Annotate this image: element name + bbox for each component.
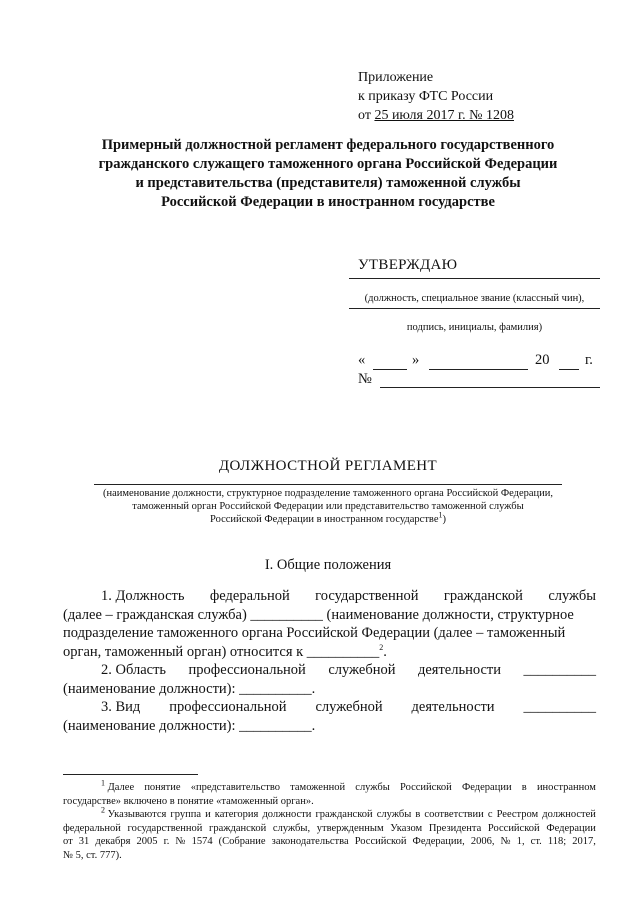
word: службы	[376, 809, 412, 820]
title-line: Примерный должностной регламент федерального государственного	[101, 137, 555, 153]
word: утвержденным	[316, 822, 384, 834]
word: профессиональной	[188, 662, 306, 678]
date-year-prefix: 20	[535, 352, 550, 368]
word: с	[487, 809, 493, 820]
word: Российской	[487, 822, 540, 834]
word: Федерации	[546, 822, 596, 834]
date-close-quote: »	[412, 352, 420, 368]
word: федеральной	[63, 822, 121, 834]
word: №	[500, 836, 511, 847]
footnote-divider	[63, 774, 198, 775]
approval-label: УТВЕРЖДАЮ	[358, 257, 458, 273]
footnote-1-line2: государстве» включено в понятие «таможенный орган».	[63, 795, 314, 807]
heading-caption-line: таможенный орган Российской Федерации или представительство таможенной службы	[132, 501, 524, 512]
word: в	[521, 782, 527, 793]
regulation-heading: ДОЛЖНОСТНОЙ РЕГЛАМЕНТ	[218, 458, 438, 474]
p1-line1	[63, 587, 596, 606]
date-month-blank	[429, 369, 528, 370]
word: 1574	[191, 836, 213, 847]
approval-position-line	[349, 278, 600, 279]
word: 3. Вид	[101, 699, 141, 715]
approval-number-sign: №	[358, 371, 372, 387]
section-title: I. Общие положения	[264, 557, 392, 573]
word: Далее	[107, 782, 135, 793]
word: 118;	[547, 836, 567, 847]
word: государственной	[127, 822, 203, 834]
word: 1. Должность	[101, 588, 185, 604]
word: Реестром	[496, 809, 539, 820]
word: и	[205, 809, 211, 820]
date-year-blank	[559, 369, 579, 370]
approval-caption-signature: подпись, инициалы, фамилия)	[406, 322, 543, 333]
word: соответствии	[424, 809, 484, 820]
footnote-2-line2	[63, 822, 596, 836]
heading-caption-text: Российской Федерации в иностранном государстве	[210, 514, 439, 525]
word: __________	[523, 699, 596, 715]
p1-line4	[63, 643, 596, 662]
word: профессиональной	[169, 699, 287, 715]
word: Российской	[400, 782, 452, 793]
footnote-2-line1	[63, 805, 596, 822]
annex-date: 25 июля 2017 г. № 1208	[374, 108, 514, 123]
word: законодательства	[271, 836, 349, 847]
title-line: Российской Федерации в иностранном государстве	[161, 194, 495, 210]
date-day-blank	[373, 369, 407, 370]
title-line: гражданского служащего таможенного органа Российской Федерации	[98, 156, 558, 172]
word: Федерации,	[412, 836, 465, 847]
annex-block	[358, 68, 514, 125]
approval-caption-position: (должность, специальное звание (классный чин),	[364, 293, 585, 304]
word: группа	[170, 809, 201, 820]
word: «представительство	[190, 782, 280, 793]
word: Указываются	[107, 809, 167, 820]
word: 31	[78, 836, 90, 847]
annex-order: к приказу ФТС России	[358, 89, 494, 104]
word: службы	[355, 782, 390, 793]
heading-caption-line	[60, 510, 596, 526]
word: понятие	[144, 782, 181, 793]
word: деятельности	[417, 662, 501, 678]
date-open-quote: «	[358, 352, 366, 368]
footnote-1-number: 1	[101, 778, 105, 788]
footnote-ref-1: 1	[438, 510, 443, 520]
word: ст.	[530, 836, 542, 847]
word: г.	[163, 836, 170, 847]
document-title	[60, 136, 596, 212]
p1-line4-text: орган, таможенный орган) относится к __________	[63, 643, 380, 660]
p2-line2: (наименование должности): __________.	[63, 680, 316, 697]
word: гражданской	[443, 588, 523, 604]
footnote-2-line4: № 5, ст. 777).	[63, 849, 122, 861]
p2-line1	[63, 661, 596, 680]
word: 2017,	[572, 836, 596, 847]
approval-signature-line	[349, 308, 600, 309]
word: Указом	[390, 822, 423, 834]
annex-date-line	[358, 106, 514, 125]
footnote-1-line1	[63, 778, 596, 795]
heading-caption-close: )	[442, 514, 446, 525]
heading-fill-line	[94, 484, 562, 485]
word: гражданской	[315, 809, 373, 820]
title-line: и представительства (представителя) таможенной службы	[135, 175, 521, 191]
footnote-2	[63, 805, 596, 862]
word: иностранном	[536, 782, 596, 793]
approval-number-blank	[380, 387, 600, 388]
word: категория	[214, 809, 259, 820]
annex-title: Приложение	[358, 70, 434, 85]
word: служебной	[315, 699, 383, 715]
footnote-ref-2: 2	[379, 642, 384, 652]
heading-caption	[60, 487, 596, 526]
p1-line3: подразделение таможенного органа Российской Федерации (далее – таможенный	[63, 625, 566, 641]
word: Российской	[354, 836, 407, 847]
word: Федерации	[461, 782, 512, 793]
word: должностей	[542, 809, 596, 820]
word: федеральной	[209, 588, 290, 604]
annex-date-prefix: от	[358, 108, 371, 123]
p3-line1	[63, 698, 596, 717]
p1-line4-end: .	[383, 643, 387, 660]
approval-date-row	[358, 352, 365, 369]
section-body	[63, 587, 596, 735]
word: __________	[523, 662, 596, 678]
footnote-2-number: 2	[101, 805, 105, 815]
word: должности	[262, 809, 312, 820]
word: (Собрание	[218, 836, 266, 847]
word: декабря	[95, 836, 131, 847]
footnote-2-text-start	[101, 805, 167, 822]
word: Президента	[428, 822, 482, 834]
p1-line2: (далее – гражданская служба) __________ (наименование должности, структурное	[63, 606, 574, 623]
p3-line2: (наименование должности): __________.	[63, 717, 316, 734]
footnote-2-line3	[63, 835, 596, 849]
heading-caption-line: (наименование должности, структурное подразделение таможенного органа Российской Федерации,	[102, 488, 554, 499]
word: служебной	[328, 662, 396, 678]
word: 1,	[516, 836, 525, 847]
word: государственной	[315, 588, 419, 604]
word: 2005	[136, 836, 158, 847]
word: службы,	[272, 822, 311, 834]
word: 2. Область	[101, 662, 167, 678]
word: от	[63, 836, 73, 847]
footnote-1	[63, 778, 596, 808]
word: 2006,	[470, 836, 495, 847]
word: гражданской	[209, 822, 267, 834]
word: службы	[548, 588, 596, 604]
word: №	[175, 836, 186, 847]
word: таможенной	[290, 782, 346, 793]
date-year-suffix: г.	[585, 352, 593, 368]
footnote-1-text-start	[101, 778, 135, 795]
word: деятельности	[411, 699, 495, 715]
word: в	[415, 809, 421, 820]
